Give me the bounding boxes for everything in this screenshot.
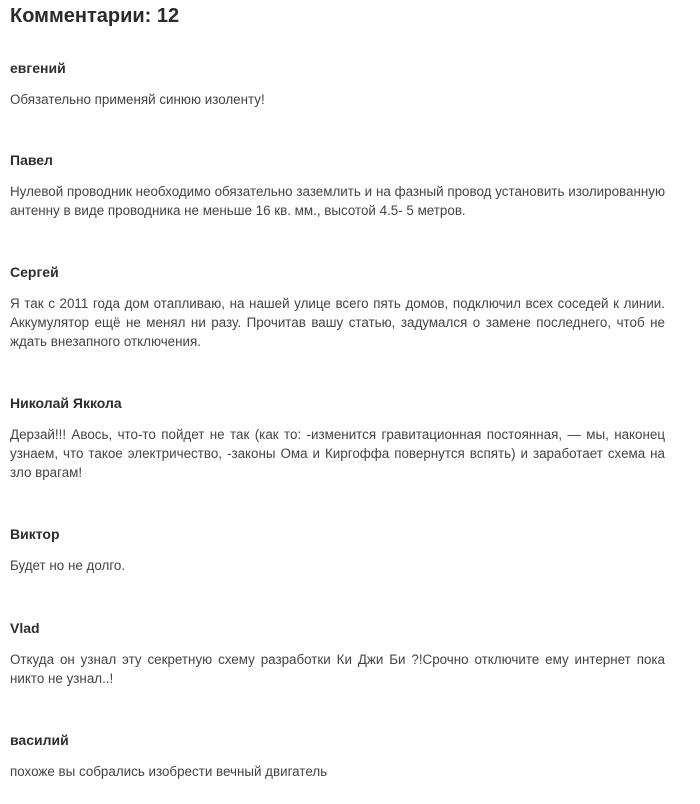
comment-author: евгений <box>10 60 66 76</box>
comment-item <box>10 152 665 220</box>
comment-item <box>10 395 665 482</box>
comment-item <box>10 732 665 781</box>
comment-author: василий <box>10 732 69 748</box>
comment-text: Будет но не долго. <box>10 558 126 573</box>
comment-item <box>10 264 665 351</box>
comment-author: Vlad <box>10 620 40 636</box>
comment-author: Сергей <box>10 264 59 280</box>
comments-title: Комментарии: 12 <box>10 5 180 27</box>
comment-item <box>10 526 665 575</box>
comment-item <box>10 620 665 688</box>
comment-text: Обязательно применяй синюю изоленту! <box>10 92 265 107</box>
comment-author: Николай Яккола <box>10 395 122 411</box>
comment-author: Виктор <box>10 526 60 542</box>
comment-author: Павел <box>10 152 53 168</box>
comment-item <box>10 60 665 109</box>
comment-text: похоже вы собрались изобрести вечный двигатель <box>10 764 328 779</box>
comment-text: Я так с 2011 года дом отапливаю, на нашей улице всего пять домов, подключил всех соседей к линии. Аккумулятор ещё не менял ни разу. Прочитав вашу статью, задумался о замене последнего, чтоб не ждать внезапного отключения. <box>10 296 665 349</box>
comment-text: Нулевой проводник необходимо обязательно заземлить и на фазный провод установить изолированную антенну в виде проводника не меньше 16 кв. мм., высотой 4.5- 5 метров. <box>10 184 665 218</box>
comment-text: Дерзай!!! Авось, что-то пойдет не так (как то: -изменится гравитационная постоянная, — мы, наконец узнаем, что такое электричество, -законы Ома и Киргоффа повернутся вспять) и заработает схема на зло врагам! <box>10 427 665 480</box>
comment-text: Откуда он узнал эту секретную схему разработки Ки Джи Би ?!Срочно отключите ему интернет пока никто не узнал..! <box>10 652 665 686</box>
